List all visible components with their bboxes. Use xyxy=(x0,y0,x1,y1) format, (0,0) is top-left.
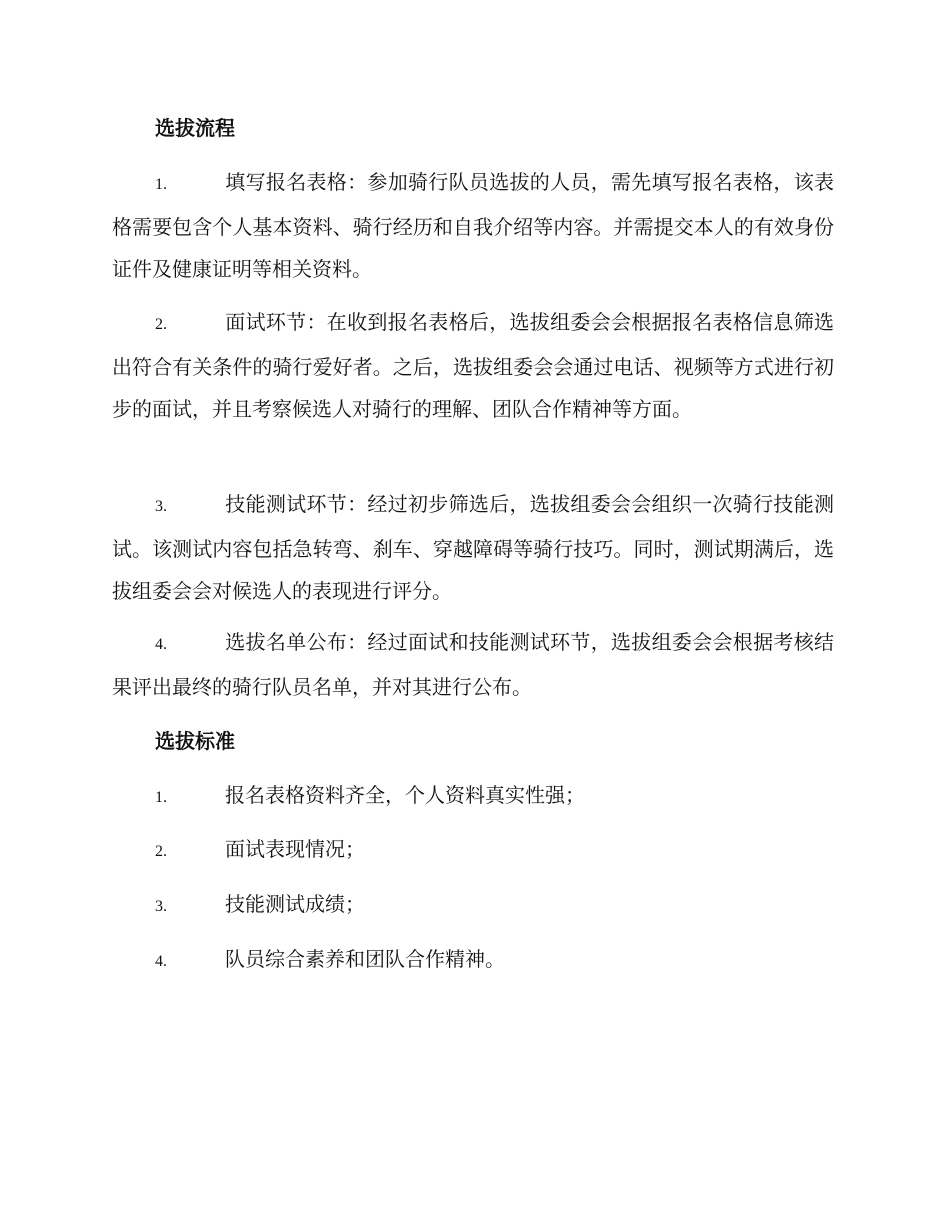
process-item-number: 3. xyxy=(155,498,167,515)
criteria-item-number: 4. xyxy=(155,953,167,970)
process-item-text: 填写报名表格：参加骑行队员选拔的人员，需先填写报名表格，该表格需要包含个人基本资料、骑行经历和自我介绍等内容。并需提交本人的有效身份证件及健康证明等相关资料。 xyxy=(112,170,834,281)
criteria-item-1 xyxy=(112,774,585,819)
process-item-text: 面试环节：在收到报名表格后，选拔组委会会根据报名表格信息筛选出符合有关条件的骑行爱好者。之后，选拔组委会会通过电话、视频等方式进行初步的面试，并且考察候选人对骑行的理解、团队合作精神等方面。 xyxy=(112,310,834,421)
process-item-text: 技能测试环节：经过初步筛选后，选拔组委会会组织一次骑行技能测试。该测试内容包括急转弯、刹车、穿越障碍等骑行技巧。同时，测试期满后，选拔组委会会对候选人的表现进行评分。 xyxy=(112,492,834,603)
criteria-item-2 xyxy=(112,828,365,873)
criteria-item-number: 3. xyxy=(155,898,167,915)
criteria-item-text: 队员综合素养和团队合作精神。 xyxy=(225,947,505,971)
criteria-item-text: 面试表现情况； xyxy=(225,837,365,861)
process-item-number: 2. xyxy=(155,316,167,333)
process-item-number: 1. xyxy=(155,176,167,193)
process-item-1 xyxy=(112,161,834,290)
criteria-item-number: 1. xyxy=(155,789,167,806)
criteria-item-3 xyxy=(112,883,365,928)
criteria-item-number: 2. xyxy=(155,843,167,860)
process-item-3 xyxy=(112,483,834,612)
process-item-number: 4. xyxy=(155,636,167,653)
process-item-2 xyxy=(112,301,834,430)
section-heading-criteria: 选拔标准 xyxy=(155,729,235,753)
section-heading-process: 选拔流程 xyxy=(155,116,235,140)
criteria-item-4 xyxy=(112,938,505,983)
criteria-item-text: 报名表格资料齐全，个人资料真实性强； xyxy=(225,783,585,807)
process-item-text: 选拔名单公布：经过面试和技能测试环节，选拔组委会会根据考核结果评出最终的骑行队员名单，并对其进行公布。 xyxy=(112,630,834,699)
criteria-item-text: 技能测试成绩； xyxy=(225,892,365,916)
process-item-4 xyxy=(112,621,834,708)
